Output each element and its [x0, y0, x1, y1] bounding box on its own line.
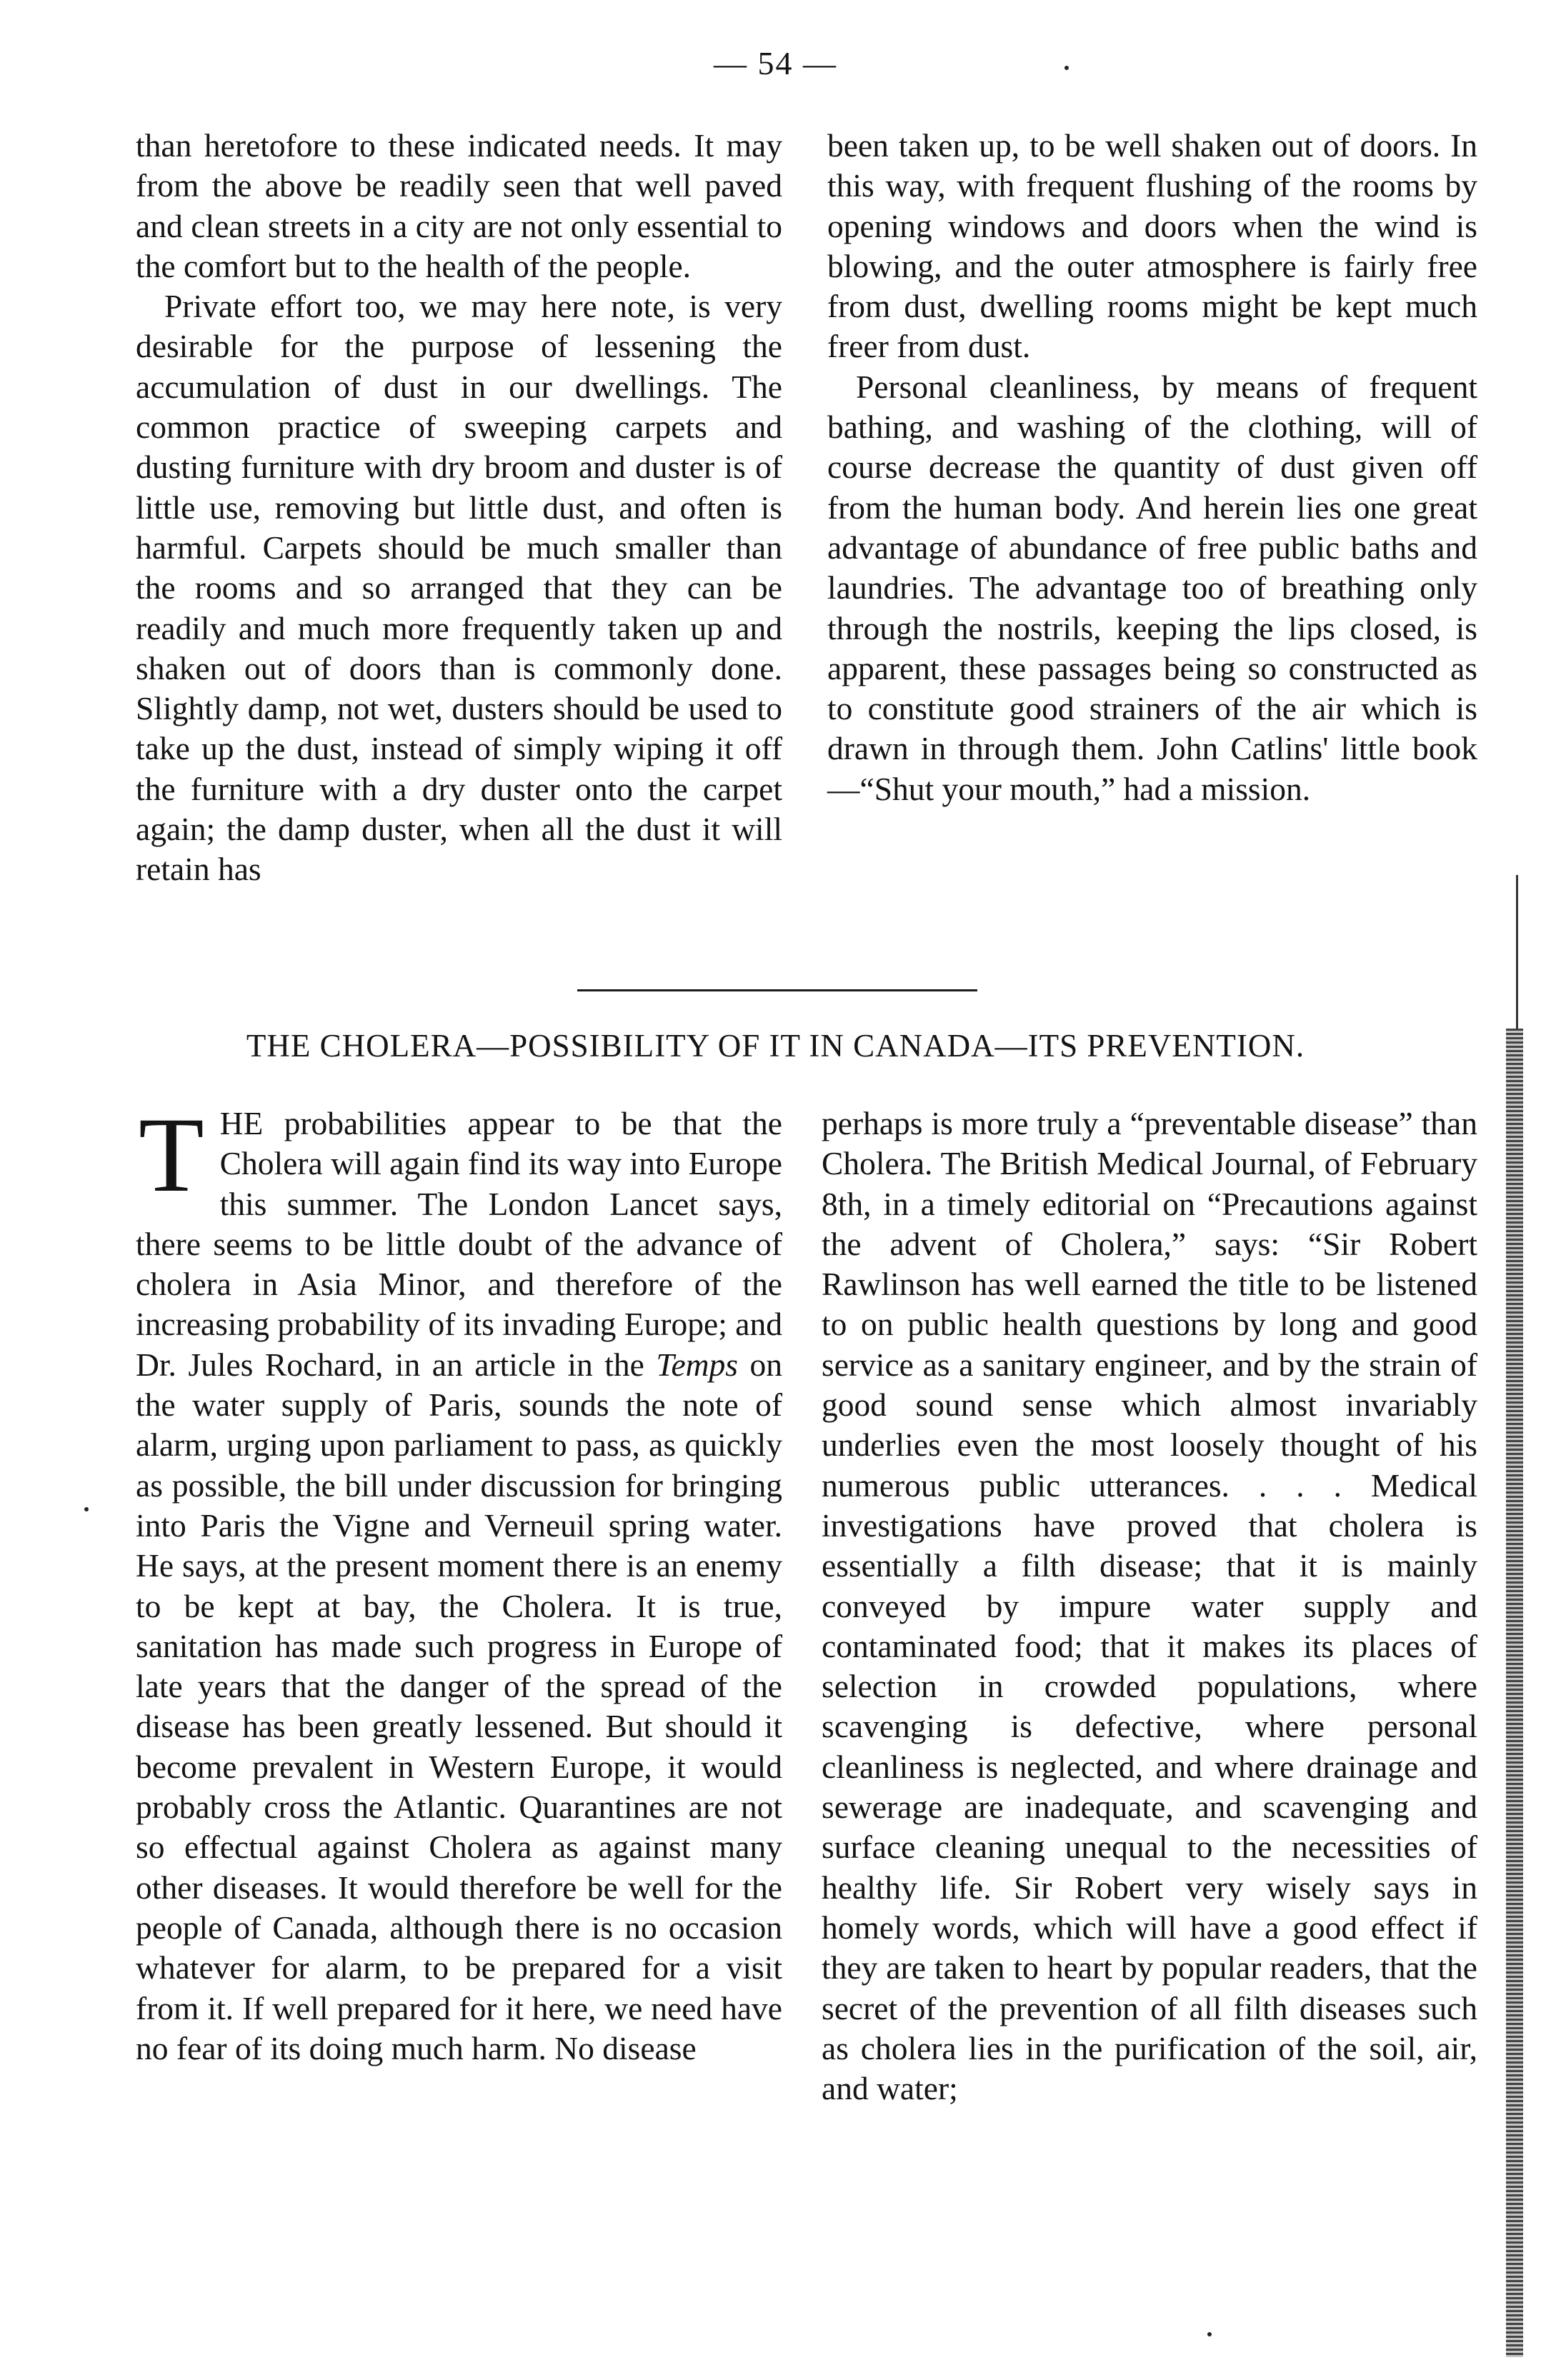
paragraph: Private effort too, we may here note, is very desirable for the purpose of lessening the accumulation of dust in our dwellings. The common practice of sweeping carpets and dusting furniture with dry broom and duster is of little use, removing but little dust, and often is harmful. Carpets should be much smaller than the rooms and so arranged that they can be readily and much more frequently taken up and shaken out of doors than is commonly done. Slightly damp, not wet, dusters should be used to take up the dust, instead of simply wiping it off the furniture with a dry duster onto the carpet again; the damp duster, when all the dust it will retain has	[136, 288, 782, 888]
article-right-column	[822, 1104, 1477, 2109]
paragraph: been taken up, to be well shaken out of doors. In this way, with frequent flushing of the rooms by opening windows and doors when the wind is blowing, and the outer atmosphere is fairly free from dust, dwelling rooms might be kept much freer from dust.	[827, 127, 1477, 365]
page-edge-line	[1516, 875, 1518, 1029]
newspaper-name: Temps	[656, 1346, 738, 1383]
print-speck	[84, 1507, 89, 1511]
top-right-column	[827, 126, 1477, 809]
page-number: — 54 —	[714, 45, 837, 81]
paragraph: perhaps is more truly a “preventable disease” than Cholera. The British Medical Journal, of February 8th, in a timely editorial on “Precautions against the advent of Cholera,” says: “Sir Robert Rawlinson has well earned the title to be listened to on public health questions by long and good service as a sanitary engineer, and by the strain of good sound sense which almost invariably underlies even the most loosely thought of his numerous public utterances. . . . Medical investigations have proved that cholera is essentially a filth disease; that it is mainly conveyed by impure water supply and contaminated food; that it makes its places of selection in crowded populations, where scavenging is defective, where personal cleanliness is neglected, and where drainage and sewerage are inadequate, and scavenging and surface cleaning unequal to the necessities of healthy life. Sir Robert very wisely says in homely words, which will have a good effect if they are taken to heart by popular readers, that the secret of the prevention of all filth diseases such as cholera lies in the purification of the soil, air, and water;	[822, 1105, 1477, 2107]
section-divider	[577, 989, 977, 991]
article-title: THE CHOLERA—POSSIBILITY OF IT IN CANADA—ITS PREVENTION.	[246, 1028, 1305, 1064]
article-text: on the water supply of Paris, sounds the note of alarm, urging upon parliament to pass, as quickly as possible, the bill under discussion for bringing into Paris the Vigne and Verneuil spring water. He says, at the present moment there is an enemy to be kept at bay, the Cholera. It is true, sanitation has made such progress in Europe of late years that the danger of the spread of the disease has been greatly lessened. But should it become prevalent in Western Europe, it would probably cross the Atlantic. Quarantines are not so effectual against Cholera as against many other diseases. It would therefore be well for the people of Canada, although there is no occasion whatever for alarm, to be prepared for a visit from it. If well prepared for it here, we need have no fear of its doing much harm. No disease	[136, 1346, 782, 2066]
top-left-column	[136, 126, 782, 890]
print-speck	[1064, 66, 1069, 70]
print-speck	[1207, 2332, 1212, 2336]
article-left-column	[136, 1096, 782, 2069]
paragraph: Personal cleanliness, by means of frequent bathing, and washing of the clothing, will of course decrease the quantity of dust given off from the human body. And herein lies one great advantage of abundance of free public baths and laundries. The advantage too of breathing only through the nostrils, keeping the lips closed, is apparent, these passages being so constructed as to constitute good strainers of the air which is drawn in through them. John Catlins' little book—“Shut your mouth,” had a mission.	[827, 368, 1477, 807]
article-opening-paragraph	[136, 1096, 782, 2069]
page-edge-shadow	[1506, 1029, 1523, 2357]
article-text: HE probabilities appear to be that the Cholera will again find its way into Europe this summer. The London Lancet says, there seems to be little doubt of the advance of cholera in Asia Minor, and therefore of the increasing probability of its invading Europe; and Dr. Jules Rochard, in an article in the	[136, 1105, 782, 1383]
drop-cap: T	[139, 1096, 204, 1214]
paragraph: than heretofore to these indicated needs. It may from the above be readily seen that well paved and clean streets in a city are not only essential to the comfort but to the health of the people.	[136, 127, 782, 284]
